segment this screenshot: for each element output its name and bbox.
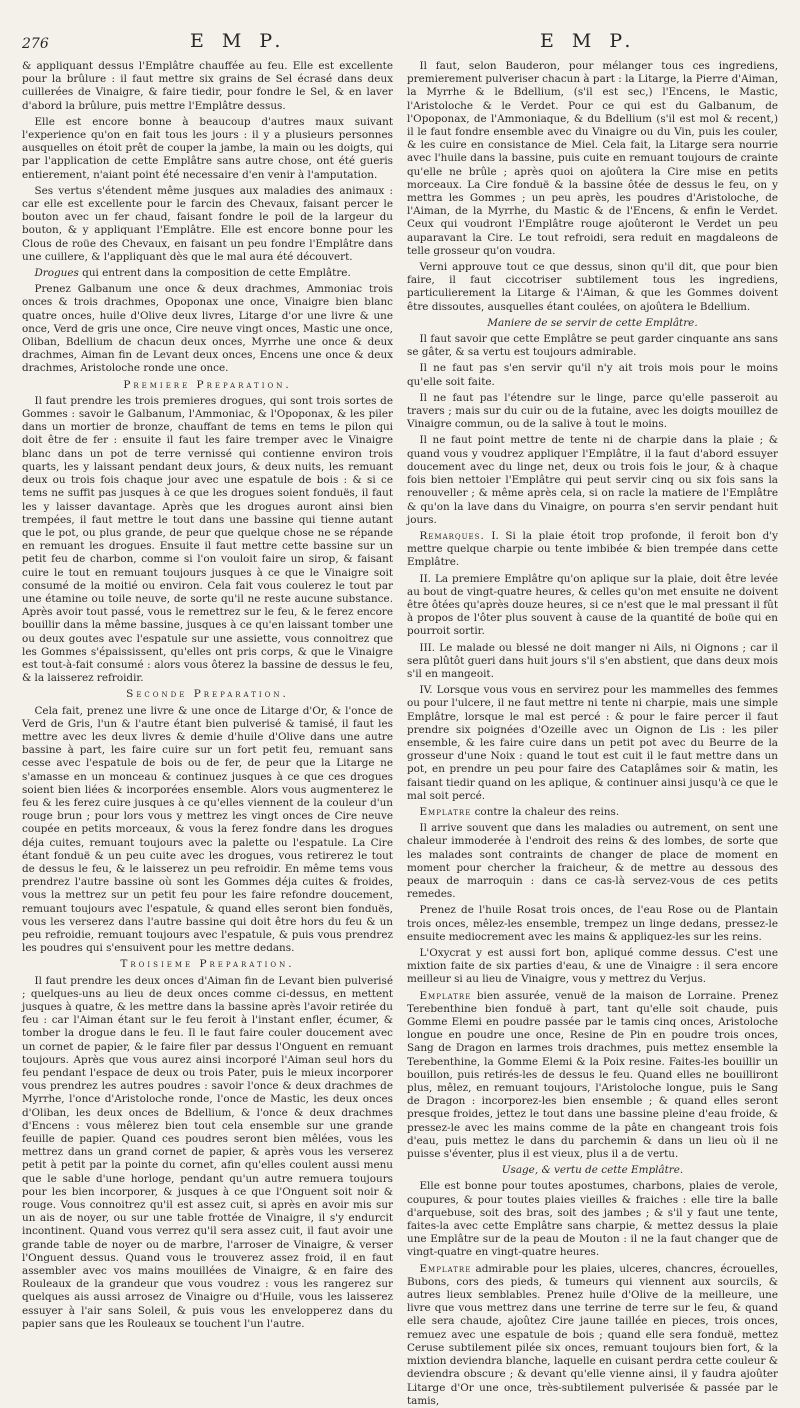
- text-columns: [22, 60, 778, 1407]
- paragraph: Il ne faut point mettre de tente ni de charpie dans la plaie ; & quand vous y voudrez appliquer l'Emplâtre, il la faut d'abord essuyer doucement avec du linge net, deux ou trois fois le jour, & à chaque fois bien nettoier l'Emplâtre qui peut servir cinq ou six fois sans la renouveller ; & même après cela, si on racle la matiere de l'Emplâtre & qu'on la lave dans du Vinaigre, on pourra s'en servir pendant huit jours.: [407, 434, 778, 526]
- paragraph: Prenez de l'huile Rosat trois onces, de l'eau Rose ou de Plantain trois onces, mêlez-les ensemble, trempez un linge dedans, pressez-le ensuite mediocrement avec les mains & appliquez-les sur les reins.: [407, 904, 778, 943]
- paragraph: Il ne faut pas l'étendre sur le linge, parce qu'elle passeroit au travers ; mais sur du cuir ou de la futaine, avec les doigts mouillez de Vinaigre commun, ou de la salive à tout le moins.: [407, 391, 778, 431]
- emplatre-label: Emplatre: [419, 989, 472, 1002]
- paragraph: [407, 1263, 778, 1408]
- left-column: [22, 60, 393, 1390]
- running-header-right: E M P.: [540, 30, 637, 52]
- paragraph: [407, 990, 778, 1162]
- section-heading: Seconde Preparation.: [126, 688, 289, 701]
- section-heading: Usage, & vertu de cette Emplâtre.: [501, 1164, 684, 1177]
- paragraph: IV. Lorsque vous vous en servirez pour les mammelles des femmes ou pour l'ulcere, il ne faut mettre ni tente ni charpie, mais une simple Emplâtre, lorsque le mal est percé : & pour le faire percer il faut prendre six poignées d'Ozeille avec un Oignon de Lis : les piler ensemble, & les faire cuire dans un petit pot avec du Beurre de la grosseur d'une Noix : quand le tout est cuit il le faut mettre dans un pot, en prendre un peu pour faire des Cataplâmes soir & matin, les faisant tiedir quand on les aplique, & continuer ainsi jusqu'à ce que le mal soit percé.: [407, 684, 778, 802]
- remarques-label: Remarques.: [419, 529, 485, 542]
- paragraph: Il faut prendre les deux onces d'Aiman fin de Levant bien pulverisé ; quelques-uns au lieu de deux onces comme ci-dessus, en mettent jusques à quatre, & les mettre dans la bassine après l'avoir retirée du feu : car l'Aiman étant sur le feu feroit à l'instant enfler, écumer, & tomber la drogue dans le feu. Il le faut faire couler doucement avec un cornet de papier, & le faire filer par dessus l'Onguent en remuant toujours. Après que vous aurez ainsi incorporé l'Aiman seul hors du feu pendant l'espace de deux ou trois Pater, puis le mieux incorporer vous prendrez les autres poudres : savoir l'once & deux drachmes de Myrrhe, l'once d'Aristoloche ronde, l'once de Mastic, les deux onces d'Oliban, les deux onces de Bdellium, & l'once & deux drachmes d'Encens : vous mêlerez bien tout cela ensemble sur une grande feuille de papier. Quand ces poudres seront bien mêlées, vous les mettrez dans un grand cornet de papier, & après vous les verserez petit à petit par la pointe du cornet, afin qu'elles coulent aussi menu que le sable d'une horloge, pendant qu'un autre remuera toujours pour les bien incorporer, & jusques à ce que l'Onguent soit noir & rouge. Vous connoitrez qu'il est assez cuit, si après en avoir mis sur un ais de noyer, ou sur une table frottée de Vinaigre, il s'y endurcit incontinent. Quand vous verrez qu'il sera assez cuit, il faut avoir une grande table de noyer ou de marbre, l'arroser de Vinaigre, & verser l'Onguent dessus. Quand vous le trouverez assez froid, il en faut assembler avec vos mains mouillées de Vinaigre, & en faire des Rouleaux de la grandeur que vous voudrez : vous les rangerez sur quelques ais aussi arrosez de Vinaigre ou d'Huile, vous les laisserez essuyer à l'air sans Soleil, & puis vous les envelopperez dans du papier sans que les Rouleaux se touchent l'un l'autre.: [22, 974, 393, 1330]
- paragraph: L'Oxycrat y est aussi fort bon, apliqué comme dessus. C'est une mixtion faite de six parties d'eau, & une de Vinaigre : il sera encore meilleur si au lieu de Vinaigre, vous y mettrez du Verjus.: [407, 947, 778, 986]
- paragraph: Il faut, selon Bauderon, pour mélanger tous ces ingrediens, premierement pulveriser chacun à part : la Litarge, la Pierre d'Aiman, la Myrrhe & le Bdellium, (s'il est sec,) l'Encens, le Mastic, l'Aristoloche & le Verdet. Pour ce qui est du Galbanum, de l'Opoponax, de l'Ammoniaque, & du Bdellium (s'il est mol & recent,) il le faut fondre ensemble avec du Vinaigre ou du Vin, puis les couler, & les cuire en consistance de Miel. Cela fait, la Litarge sera nourrie avec l'huile dans la bassine, puis cuite en remuant toujours de crainte qu'elle ne brûle ; après quoi on ajoûtera la Cire mise en petits morceaux. La Cire fonduë & la bassine ôtée de dessus le feu, on y mettra les Gommes ; un peu après, les poudres d'Aristoloche, de l'Aiman, de la Myrrhe, du Mastic & de l'Encens, & enfin le Verdet. Ceux qui voudront l'Emplâtre rouge ajoûteront le Verdet un peu auparavant la Cire. Le tout refroidi, sera reduit en magdaleons de telle grosseur qu'on voudra.: [407, 60, 778, 257]
- paragraph: III. Le malade ou blessé ne doit manger ni Ails, ni Oignons ; car il sera plûtôt gueri dans huit jours s'il s'en abstient, que dans deux mois s'il en mangeoit.: [407, 641, 778, 680]
- paragraph: [22, 267, 393, 280]
- paragraph: [407, 806, 778, 819]
- paragraph-text: contre la chaleur des reins.: [471, 805, 620, 818]
- paragraph-text: admirable pour les plaies, ulceres, chancres, écrouelles, Bubons, cors des pieds, & tumeurs qui viennent aux sourcils, & autres lieux semblables. Prenez huile d'Olive de la meilleure, une livre que vous mettrez dans une terrine de terre sur le feu, & quand elle sera chaude, ajoûtez Cire jaune taillée en pieces, trois onces, remuez avec une espatule de bois ; quand elle sera fonduë, mettez Ceruse subtilement pilée six onces, remuant toujours bien fort, & la mixtion deviendra blanche, laquelle en cuisant perdra cette couleur & deviendra obscure ; & devant qu'elle vienne ainsi, il y faudra ajoûter Litarge d'Or une once, très-subtilement pulverisée & passée par le tamis,: [407, 1262, 778, 1407]
- running-header-left: E M P.: [190, 30, 287, 52]
- paragraph: Il ne faut pas s'en servir qu'il n'y ait trois mois pour le moins qu'elle soit faite.: [407, 362, 778, 388]
- paragraph: Verni approuve tout ce que dessus, sinon qu'il dit, que pour bien faire, il faut ciccotriser subtilement tous les ingrediens, particulierement la Litarge & l'Aiman, & que les Gommes doivent être dissoutes, ausquelles étant coulées, on ajoûtera le Bdellium.: [407, 261, 778, 313]
- drogues-label: Drogues: [34, 267, 79, 280]
- paragraph: Il faut prendre les trois premieres drogues, qui sont trois sortes de Gommes : savoir le Galbanum, l'Ammoniac, & l'Opoponax, & les piler dans un mortier de bronze, chauffant de tems en tems le pilon qui doit être de fer : ensuite il faut les faire tremper avec le Vinaigre blanc dans un pot de terre vernissé qui contienne environ trois quarts, les y laissant pendant deux jours, & deux nuits, les remuant deux ou trois fois chaque jour avec une espatule de bois : & si ce tems ne suffit pas jusques à ce que les drogues soient fonduës, il faut les y laisser davantage. Après que les drogues auront ainsi bien trempées, il faut mettre le tout dans une bassine qui tienne autant que le pot, ou plus grande, de peur que quelque chose ne se répande en remuant les drogues. Ensuite il faut mettre cette bassine sur un petit feu de charbon, comme si l'on vouloit faire un sirop, & faisant cuire le tout en remuant toujours jusques à ce que le Vinaigre soit consumé de la moitié ou environ. Cela fait vous coulerez le tout par une étamine ou toile neuve, de sorte qu'il ne reste aucune substance. Après avoir tout passé, vous le remettrez sur le feu, & le ferez encore bouillir dans la même bassine, jusques à ce qu'en laissant tomber une ou deux goutes avec l'espatule sur une assiette, vous connoitrez que les Gommes s'épaississent, qu'elles ont pris corps, & que le Vinaigre est tout-à-fait consumé : alors vous ôterez la bassine de dessus le feu, & la laisserez refroidir.: [22, 394, 393, 685]
- paragraph: Elle est bonne pour toutes apostumes, charbons, plaies de verole, coupures, & pour toutes plaies vieilles & fraiches : elle tire la balle d'arquebuse, soit des bras, soit des jambes ; & s'il y faut une tente, faites-la avec cette Emplâtre sans charpie, & mettez dessus la plaie une Emplâtre sur de la peau de Mouton : il ne la faut changer que de vingt-quatre en vingt-quatre heures.: [407, 1180, 778, 1259]
- section-heading: Premiere Preparation.: [123, 378, 292, 391]
- paragraph-text: bien assurée, venuë de la maison de Lorraine. Prenez Terebenthine bien fonduë à part, tant qu'elle soit chaude, puis Gomme Elemi en poudre passée par le tamis cinq onces, Aristoloche longue en poudre une once, Resine de Pin en poudre trois onces, Sang de Dragon en larmes trois drachmes, puis mettez ensemble la Terebenthine, la Gomme Elemi & la Poix resine. Faites-les bouillir un bouillon, puis retirés-les de dessus le feu. Quand elles ne bouilliront plus, mêlez, en remuant toujours, l'Aristoloche longue, puis le Sang de Dragon : incorporez-les bien ensemble ; & quand elles seront presque froides, jettez le tout dans une bassine pleine d'eau froide, & pressez-le avec les mains comme de la pâte en changeant trois fois d'eau, puis mettez le dans du parchemin & dans un lieu où il ne puisse s'éventer, plus il est vieux, plus il a de vertu.: [407, 989, 778, 1161]
- section-heading: Maniere de se servir de cette Emplâtre.: [487, 316, 698, 329]
- paragraph-text: qui entrent dans la composition de cette Emplâtre.: [78, 267, 351, 280]
- paragraph: Il arrive souvent que dans les maladies ou autrement, on sent une chaleur immoderée à l'endroit des reins & des lombes, de sorte que les malades sont contraints de changer de place de moment en moment pour chercher la fraicheur, & de mettre au dessous des peaux de marroquin : dans ce cas-là servez-vous de ces petits remedes.: [407, 822, 778, 901]
- paragraph: II. La premiere Emplâtre qu'on aplique sur la plaie, doit être levée au bout de vingt-quatre heures, & celles qu'on met ensuite ne doivent être ôtées qu'après douze heures, si ce n'est que le mal pressant il fût à propos de l'ôter plus souvent à cause de la quantité de boüe qui en pourroit sortir.: [407, 572, 778, 638]
- page-number: 276: [22, 36, 49, 52]
- paragraph: Elle est encore bonne à beaucoup d'autres maux suivant l'experience qu'on en fait tous les jours : il y a plusieurs personnes ausquelles on étoit prêt de couper la jambe, la main ou les doigts, qui par l'application de cette Emplâtre sans autre chose, ont été gueris entierement, n'aiant point été necessaire d'en venir à l'amputation.: [22, 115, 393, 181]
- emplatre-label: Emplatre: [419, 805, 472, 818]
- paragraph: & appliquant dessus l'Emplâtre chauffée au feu. Elle est excellente pour la brûlure : il faut mettre six grains de Sel écrasé dans deux cuillerées de Vinaigre, & faire tiedir, pour fondre le Sel, & en laver d'abord la brûlure, puis mettre l'Emplâtre dessus.: [22, 60, 393, 112]
- right-column: [407, 60, 778, 1407]
- paragraph: Cela fait, prenez une livre & une once de Litarge d'Or, & l'once de Verd de Gris, l'un & l'autre étant bien pulverisé & tamisé, il faut les mettre avec les deux livres & demie d'huile d'Olive dans une autre bassine à part, les faire cuire sur un fort petit feu, remuant sans cesse avec l'espatule de bois ou de fer, de peur que la Litarge ne s'amasse en un monceau & continuez jusques à ce que ces drogues soient bien liées & incorporées ensemble. Alors vous augmenterez le feu & les ferez cuire jusques à ce qu'elles viennent de la couleur d'un rouge brun ; pour lors vous y mettrez les vingt onces de Cire neuve coupée en petits morceaux, & vous la ferez fondre dans les drogues déja cuites, remuant toujours avec la palette ou l'espatule. La Cire étant fonduë & un peu cuite avec les drogues, vous retirerez le tout de dessus le feu, & le laisserez un peu refroidir. En même tems vous prendrez l'autre bassine où sont les Gommes déja cuites & froides, vous la mettrez sur un petit feu pour les faire refondre doucement, remuant toujours avec l'espatule, & quand elles seront bien fonduës, vous les verserez dans l'autre bassine qui doit être hors du feu & un peu refroidie, remuant toujours avec l'espatule, & puis vous prendrez les poudres qui s'ensuivent pour les mettre dedans.: [22, 704, 393, 955]
- paragraph: Il faut savoir que cette Emplâtre se peut garder cinquante ans sans se gâter, & sa vertu est toujours admirable.: [407, 333, 778, 359]
- paragraph: [407, 530, 778, 570]
- paragraph: Prenez Galbanum une once & deux drachmes, Ammoniac trois onces & trois drachmes, Opoponax une once, Vinaigre bien blanc quatre onces, huile d'Olive deux livres, Litarge d'or une livre & une once, Verd de gris une once, Cire neuve vingt onces, Mastic une once, Oliban, Bdellium de chacun deux onces, Myrrhe une once & deux drachmes, Aiman fin de Levant deux onces, Encens une once & deux drachmes, Aristoloche ronde une once.: [22, 283, 393, 375]
- emplatre-label: Emplatre: [419, 1262, 472, 1275]
- paragraph: Ses vertus s'étendent même jusques aux maladies des animaux : car elle est excellente pour le farcin des Chevaux, faisant percer le bouton avec un fer chaud, faisant fondre le poil de la largeur du bouton, & y appliquant l'Emplâtre. Elle est encore bonne pour les Clous de roüe des Chevaux, en faisant un peu fondre l'Emplâtre dans une cuillere, & l'appliquant dès que le mal aura été découvert.: [22, 184, 393, 263]
- paragraph-text: I. Si la plaie étoit trop profonde, il feroit bon d'y mettre quelque charpie ou tente imbibée & bien trempée dans cette Emplâtre.: [407, 529, 778, 569]
- section-heading: Troisieme Preparation.: [120, 958, 295, 971]
